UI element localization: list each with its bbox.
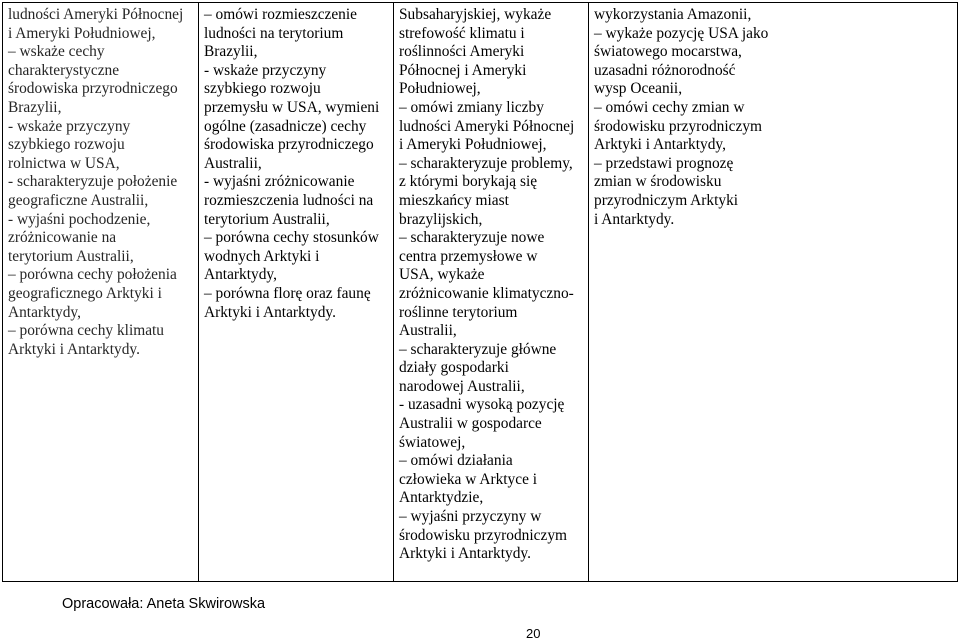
table-row xyxy=(3,3,958,582)
author-credit: Opracowała: Aneta Skwirowska xyxy=(62,596,266,612)
cell-text-line: – wskaże cechy xyxy=(8,43,105,61)
cell-text-line: terytorium Australii, xyxy=(8,247,134,265)
cell-text-line: światowego mocarstwa, xyxy=(594,43,742,61)
cell-text-line: ogólne (zasadnicze) cechy xyxy=(204,117,367,135)
cell-text-line: Antarktydzie, xyxy=(399,489,484,507)
cell-text-line: – omówi działania xyxy=(399,452,513,470)
cell-text-line: wodnych Arktyki i xyxy=(204,247,320,265)
cell-text-line: zmian w środowisku xyxy=(594,173,722,191)
cell-text-line: środowiska przyrodniczego xyxy=(204,136,374,154)
cell-text-line: ludności Ameryki Północnej xyxy=(8,6,184,23)
cell-text-line: – wyjaśni przyczyny w xyxy=(399,508,542,526)
cell-text-line: – porówna cechy klimatu xyxy=(8,322,164,340)
cell-text-line: przemysłu w USA, wymieni xyxy=(204,98,380,116)
cell-text-line: - wyjaśni zróżnicowanie xyxy=(204,173,355,191)
cell-text-line: środowisku przyrodniczym xyxy=(594,117,762,135)
cell-text-line: uzasadni różnorodność xyxy=(594,61,736,79)
cell-text-line: – scharakteryzuje problemy, xyxy=(399,154,573,172)
cell-text-line: centra przemysłowe w xyxy=(399,247,538,265)
cell-text-line: Antarktydy, xyxy=(204,266,277,284)
cell-text-line: roślinne terytorium xyxy=(399,303,518,321)
cell-text-line: USA, wykaże xyxy=(399,266,485,284)
table-cell-col2 xyxy=(199,3,394,582)
cell-text-line: – scharakteryzuje nowe xyxy=(399,229,545,247)
cell-text-line: terytorium Australii, xyxy=(204,210,330,228)
cell-text-line: wysp Oceanii, xyxy=(594,80,683,98)
cell-text-line: człowieka w Arktyce i xyxy=(399,470,538,488)
cell-text-line: Arktyki i Antarktydy. xyxy=(204,303,336,321)
cell-text-line: - wskaże przyczyny xyxy=(204,61,327,79)
cell-text-line: rolnictwa w USA, xyxy=(8,154,120,172)
cell-text-line: geograficznego Arktyki i xyxy=(8,284,162,302)
cell-text-line: - wyjaśni pochodzenie, xyxy=(8,210,151,228)
cell-text-line: Australii, xyxy=(399,322,457,340)
cell-text-line: i Antarktydy. xyxy=(594,210,675,228)
cell-text-line: i Ameryki Południowej, xyxy=(399,136,547,154)
cell-text-line: Północnej i Ameryki xyxy=(399,61,527,79)
page-number: 20 xyxy=(526,626,541,641)
cell-text-line: ludności Ameryki Północnej xyxy=(399,117,575,135)
cell-text-line: – omówi rozmieszczenie xyxy=(204,6,357,23)
cell-text-line: - scharakteryzuje położenie xyxy=(8,173,178,191)
cell-text-line: i Ameryki Południowej, xyxy=(8,24,156,42)
cell-text-line: narodowej Australii, xyxy=(399,377,525,395)
cell-text-line: – omówi zmiany liczby xyxy=(399,98,544,116)
cell-text-line: z którymi borykają się xyxy=(399,173,538,191)
cell-text-line: Arktyki i Antarktydy. xyxy=(399,545,531,563)
cell-text-line: – wykaże pozycję USA jako xyxy=(594,24,769,42)
table-cell-col4 xyxy=(589,3,958,582)
cell-text-line: światowej, xyxy=(399,433,466,451)
cell-text-line: zróżnicowanie klimatyczno- xyxy=(399,284,574,302)
cell-text-line: – omówi cechy zmian w xyxy=(594,98,745,116)
cell-text-line: środowiska przyrodniczego xyxy=(8,80,178,98)
cell-text-line: Antarktydy, xyxy=(8,303,81,321)
cell-text-line: działy gospodarki xyxy=(399,359,509,377)
cell-text-line: środowisku przyrodniczym xyxy=(399,526,567,544)
cell-text-line: rozmieszczenia ludności na xyxy=(204,191,374,209)
cell-text-line: szybkiego rozwoju xyxy=(8,136,125,154)
cell-text-line: Subsaharyjskiej, wykaże xyxy=(399,6,552,23)
cell-text-line: brazylijskich, xyxy=(399,210,483,228)
cell-text-line: Arktyki i Antarktydy, xyxy=(594,136,726,154)
cell-text-line: - wskaże przyczyny xyxy=(8,117,131,135)
cell-text-line: przyrodniczym Arktyki xyxy=(594,191,739,209)
table-cell-col3 xyxy=(394,3,589,582)
cell-text-line: mieszkańcy miast xyxy=(399,191,509,209)
requirements-table xyxy=(2,2,958,582)
cell-text-line: Południowej, xyxy=(399,80,481,98)
cell-text-line: - uzasadni wysoką pozycję xyxy=(399,396,565,414)
cell-text-line: Australii w gospodarce xyxy=(399,415,542,433)
cell-text-line: Australii, xyxy=(204,154,262,172)
cell-text-line: charakterystyczne xyxy=(8,61,120,79)
table-cell-col1 xyxy=(3,3,199,582)
cell-text-line: wykorzystania Amazonii, xyxy=(594,6,752,23)
cell-text-line: geograficzne Australii, xyxy=(8,191,149,209)
cell-text-line: – porówna florę oraz faunę xyxy=(204,284,371,302)
cell-text-line: ludności na terytorium xyxy=(204,24,344,42)
cell-text-line: – porówna cechy stosunków xyxy=(204,229,379,247)
cell-text-line: roślinności Ameryki xyxy=(399,43,525,61)
cell-text-line: strefowość klimatu i xyxy=(399,24,525,42)
cell-text-line: Brazylii, xyxy=(204,43,258,61)
cell-text-line: – przedstawi prognozę xyxy=(594,154,734,172)
cell-text-line: – porówna cechy położenia xyxy=(8,266,177,284)
cell-text-line: – scharakteryzuje główne xyxy=(399,340,557,358)
cell-text-line: Brazylii, xyxy=(8,98,62,116)
cell-text-line: zróżnicowanie na xyxy=(8,229,117,247)
cell-text-line: szybkiego rozwoju xyxy=(204,80,321,98)
cell-text-line: Arktyki i Antarktydy. xyxy=(8,340,140,358)
